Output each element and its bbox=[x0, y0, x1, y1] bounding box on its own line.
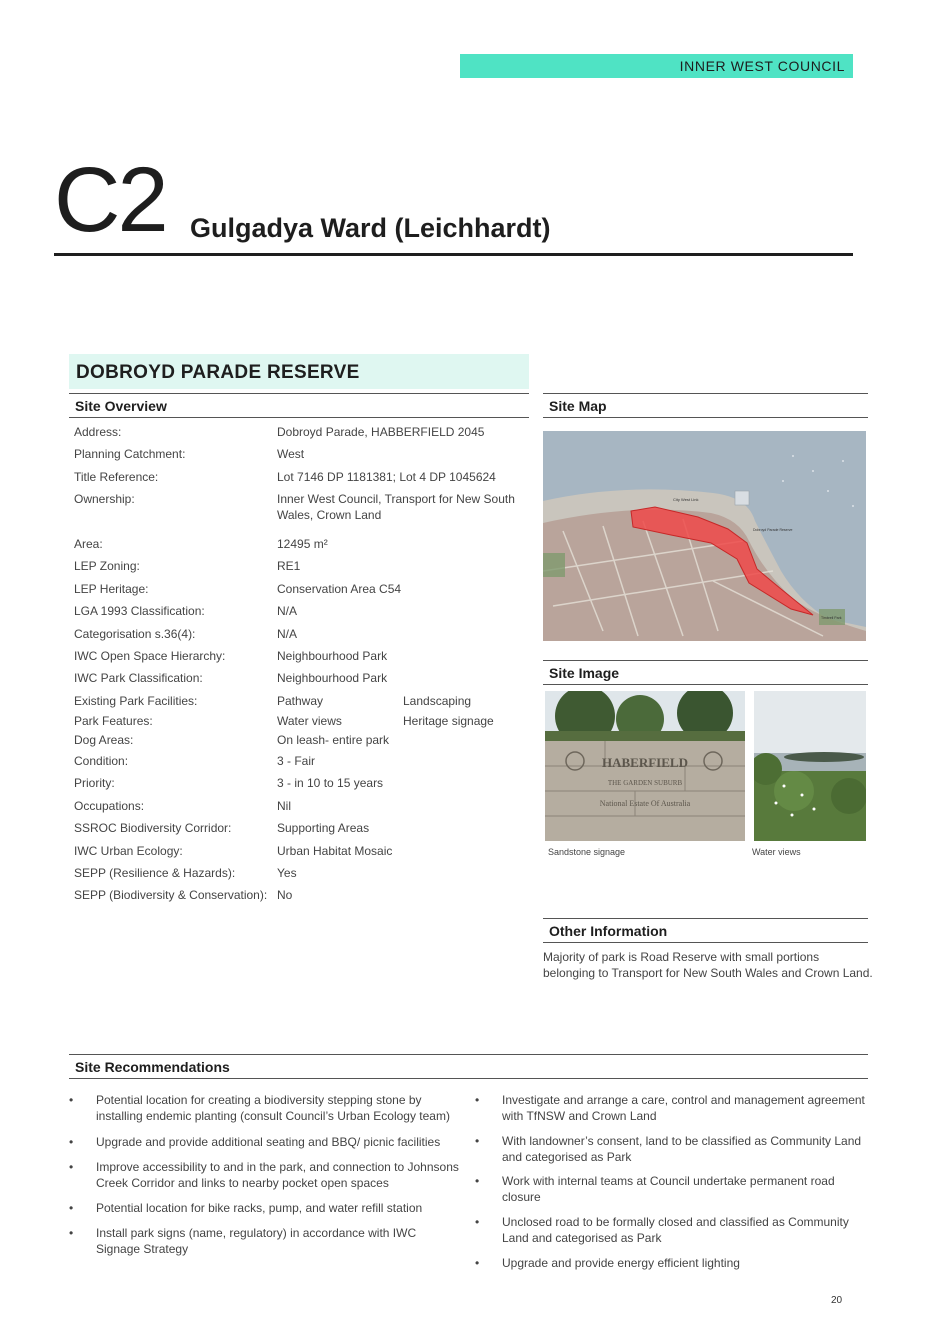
site-overview-heading bbox=[69, 393, 529, 418]
bullet-icon: • bbox=[475, 1215, 480, 1229]
reserve-title-bar bbox=[69, 354, 529, 389]
overview-label: Occupations: bbox=[74, 799, 145, 813]
overview-value: Neighbourhood Park bbox=[277, 671, 388, 685]
overview-label: SEPP (Resilience & Hazards): bbox=[74, 866, 236, 880]
recommendation-text: Install park signs (name, regulatory) in accordance with IWC Signage Strategy bbox=[96, 1226, 417, 1256]
overview-value: Neighbourhood Park bbox=[277, 649, 388, 663]
overview-value: Pathway bbox=[277, 694, 324, 708]
overview-value: Nil bbox=[277, 799, 291, 813]
overview-label: Area: bbox=[74, 537, 103, 551]
sign-text-2: THE GARDEN SUBURB bbox=[607, 779, 683, 787]
overview-value: Conservation Area C54 bbox=[277, 582, 402, 596]
recommendation-text: Upgrade and provide additional seating and BBQ/ picnic facilities bbox=[96, 1135, 441, 1149]
overview-label: SSROC Biodiversity Corridor: bbox=[74, 821, 232, 835]
overview-value: On leash- entire park bbox=[277, 733, 390, 747]
overview-label: Existing Park Facilities: bbox=[74, 694, 198, 708]
overview-value: West bbox=[277, 447, 305, 461]
overview-value: No bbox=[277, 888, 293, 902]
bullet-icon: • bbox=[475, 1134, 480, 1148]
map-park2-label: Timbrell Park bbox=[821, 616, 842, 620]
bullet-icon: • bbox=[475, 1256, 480, 1270]
overview-value: Inner West Council, Transport for New South Wales, Crown Land bbox=[277, 492, 515, 522]
recommendation-text: Improve accessibility to and in the park, and connection to Johnsons Creek Corridor and links to nearby pocket open spaces bbox=[96, 1160, 459, 1190]
overview-value: Lot 7146 DP 1181381; Lot 4 DP 1045624 bbox=[277, 470, 496, 484]
page-number: 20 bbox=[831, 1295, 843, 1306]
overview-label: SEPP (Biodiversity & Conservation): bbox=[74, 888, 268, 902]
council-banner bbox=[460, 54, 853, 78]
section-code: C2 bbox=[54, 149, 166, 251]
overview-value-secondary: Landscaping bbox=[403, 694, 472, 708]
caption-water-views: Water views bbox=[752, 847, 801, 857]
bullet-icon: • bbox=[69, 1226, 74, 1240]
overview-value: Water views bbox=[277, 714, 342, 728]
overview-value: RE1 bbox=[277, 559, 301, 573]
bullet-icon: • bbox=[475, 1174, 480, 1188]
overview-label: Park Features: bbox=[74, 714, 153, 728]
recommendation-text: Work with internal teams at Council undertake permanent road closure bbox=[502, 1174, 835, 1204]
overview-label: Planning Catchment: bbox=[74, 447, 186, 461]
caption-sandstone-signage: Sandstone signage bbox=[548, 847, 626, 857]
overview-value: 3 - Fair bbox=[277, 754, 316, 768]
overview-label: IWC Park Classification: bbox=[74, 671, 203, 685]
overview-value: Dobroyd Parade, HABBERFIELD 2045 bbox=[277, 425, 485, 439]
bullet-icon: • bbox=[69, 1135, 74, 1149]
overview-label: Ownership: bbox=[74, 492, 135, 506]
overview-label: Title Reference: bbox=[74, 470, 159, 484]
recommendation-text: Potential location for creating a biodiversity stepping stone by installing endemic planting (consult Council’s Urban Ecology team) bbox=[96, 1093, 450, 1123]
bullet-icon: • bbox=[69, 1160, 74, 1174]
sign-text-3: National Estate Of Australia bbox=[599, 799, 691, 808]
overview-label: Priority: bbox=[74, 776, 115, 790]
bullet-icon: • bbox=[69, 1093, 74, 1107]
recommendation-text: Unclosed road to be formally closed and classified as Community Land and categorised as Park bbox=[502, 1215, 849, 1245]
bullet-icon: • bbox=[475, 1093, 480, 1107]
overview-label: LGA 1993 Classification: bbox=[74, 604, 205, 618]
overview-value: Supporting Areas bbox=[277, 821, 370, 835]
sandstone-signage-photo bbox=[545, 691, 745, 841]
sign-text-1: HABERFIELD bbox=[602, 755, 688, 770]
bullet-icon: • bbox=[69, 1201, 74, 1215]
ward-title: Gulgadya Ward (Leichhardt) bbox=[190, 213, 551, 243]
site-image-heading bbox=[543, 660, 868, 685]
site-image-heading-text: Site Image bbox=[549, 665, 620, 681]
reserve-name: DOBROYD PARADE RESERVE bbox=[76, 362, 360, 383]
site-map-heading-text: Site Map bbox=[549, 398, 607, 414]
site-overview-heading-text: Site Overview bbox=[75, 398, 167, 414]
other-information-text: Majority of park is Road Reserve with small portions belonging to Transport for New South Wales and Crown Land. bbox=[543, 950, 873, 980]
overview-label: Address: bbox=[74, 425, 122, 439]
map-park-label: Dobroyd Parade Reserve bbox=[753, 528, 793, 532]
map-road-label: City West Link bbox=[673, 497, 699, 502]
other-information-heading bbox=[543, 918, 868, 943]
council-name: INNER WEST COUNCIL bbox=[679, 58, 845, 74]
overview-value: Urban Habitat Mosaic bbox=[277, 844, 393, 858]
overview-value-secondary: Heritage signage bbox=[403, 714, 494, 728]
overview-label: Condition: bbox=[74, 754, 129, 768]
water-views-photo bbox=[754, 691, 866, 841]
overview-label: IWC Urban Ecology: bbox=[74, 844, 183, 858]
recommendation-text: Investigate and arrange a care, control and management agreement with TfNSW and Crown Land bbox=[502, 1093, 865, 1123]
overview-value: 12495 m² bbox=[277, 537, 328, 551]
other-information-heading-text: Other Information bbox=[549, 923, 668, 939]
overview-label: LEP Zoning: bbox=[74, 559, 140, 573]
site-map-image bbox=[543, 431, 866, 641]
recommendation-text: Potential location for bike racks, pump, and water refill station bbox=[96, 1201, 423, 1215]
overview-value: 3 - in 10 to 15 years bbox=[277, 776, 384, 790]
title-divider bbox=[54, 253, 853, 256]
overview-label: Dog Areas: bbox=[74, 733, 134, 747]
site-map-heading bbox=[543, 393, 868, 418]
overview-value: N/A bbox=[277, 627, 298, 641]
overview-value: Yes bbox=[277, 866, 297, 880]
overview-value: N/A bbox=[277, 604, 298, 618]
recommendation-text: With landowner’s consent, land to be classified as Community Land and categorised as Park bbox=[502, 1134, 862, 1164]
site-recommendations-heading-text: Site Recommendations bbox=[75, 1059, 230, 1075]
overview-label: LEP Heritage: bbox=[74, 582, 149, 596]
overview-label: IWC Open Space Hierarchy: bbox=[74, 649, 226, 663]
overview-label: Categorisation s.36(4): bbox=[74, 627, 196, 641]
recommendation-text: Upgrade and provide energy efficient lighting bbox=[502, 1256, 740, 1270]
site-recommendations-heading bbox=[69, 1054, 868, 1079]
